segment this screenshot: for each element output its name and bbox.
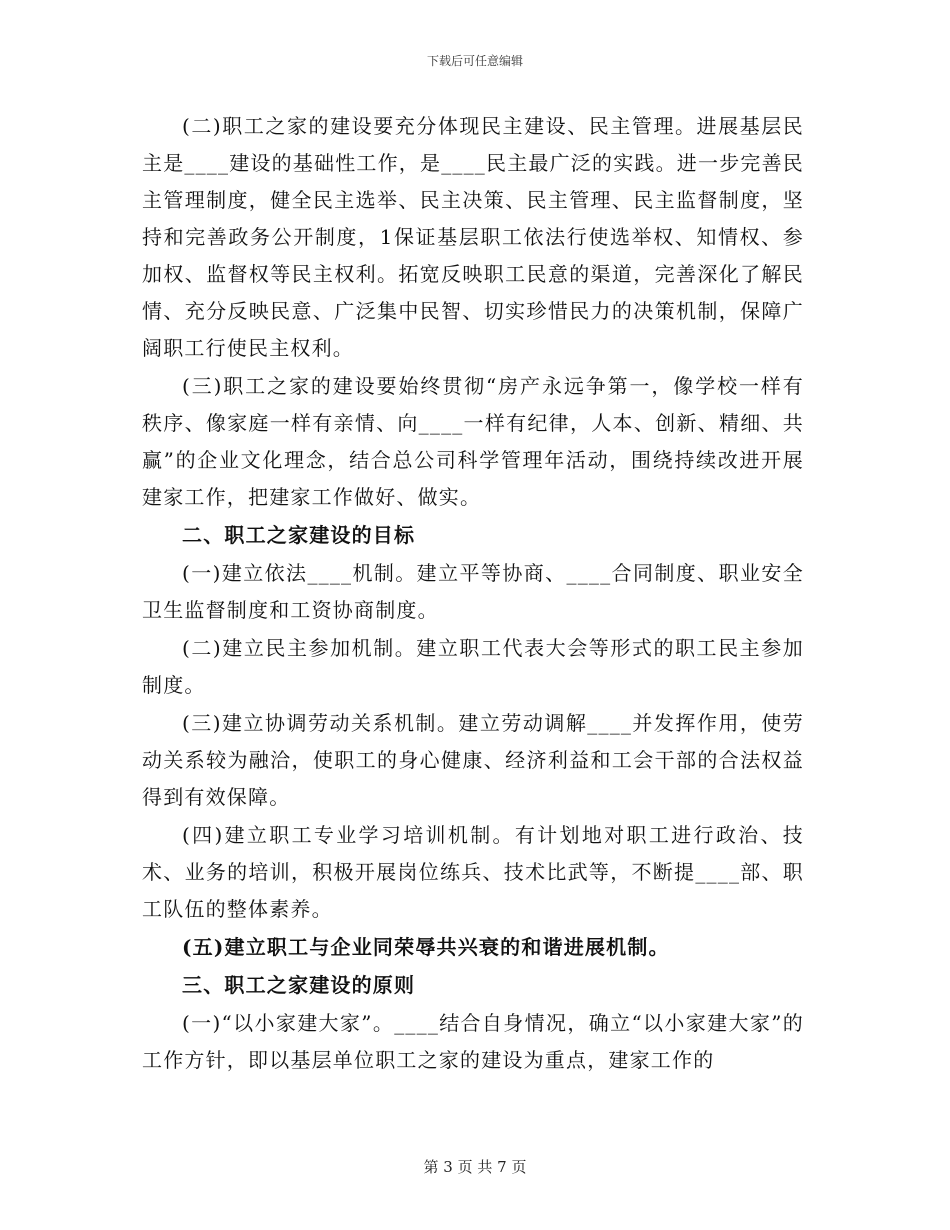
- paragraph-goal-4: (四)建立职工专业学习培训机制。有计划地对职工进行政治、技术、业务的培训，积极开展岗位练兵、技术比武等，不断提____部、职工队伍的整体素养。: [142, 823, 804, 921]
- section-heading-principles: 三、职工之家建设的原则: [182, 973, 416, 997]
- paragraph-goal-2: (二)建立民主参加机制。建立职工代表大会等形式的职工民主参加制度。: [142, 636, 804, 697]
- paragraph-principle-1: (一)“以小家建大家”。____结合自身情况，确立“以小家建大家”的工作方针，即以基层单位职工之家的建设为重点，建家工作的: [142, 1011, 804, 1072]
- paragraph-goal-1: (一)建立依法____机制。建立平等协商、____合同制度、职业安全卫生监督制度和工资协商制度。: [142, 561, 804, 622]
- paragraph-goal-5: (五)建立职工与企业同荣辱共兴衰的和谐进展机制。: [182, 935, 670, 959]
- paragraph-corporate-culture: (三)职工之家的建设要始终贯彻“房产永远争第一，像学校一样有秩序、像家庭一样有亲情、向____一样有纪律，人本、创新、精细、共赢”的企业文化理念，结合总公司科学管理年活动，围绕持续改进开展建家工作，把建家工作做好、做实。: [142, 374, 804, 509]
- section-heading-goals: 二、职工之家建设的目标: [182, 523, 416, 547]
- document-body: [142, 108, 804, 1080]
- paragraph-democratic-management: (二)职工之家的建设要充分体现民主建设、民主管理。进展基层民主是____建设的基础性工作，是____民主最广泛的实践。进一步完善民主管理制度，健全民主选举、民主决策、民主管理、民主监督制度，坚持和完善政务公开制度，1保证基层职工依法行使选举权、知情权、参加权、监督权等民主权利。拓宽反映职工民意的渠道，完善深化了解民情、充分反映民意、广泛集中民智、切实珍惜民力的决策机制，保障广阔职工行使民主权利。: [142, 114, 804, 360]
- paragraph-goal-3: (三)建立协调劳动关系机制。建立劳动调解____并发挥作用，使劳动关系较为融洽，使职工的身心健康、经济利益和工会干部的合法权益得到有效保障。: [142, 711, 804, 809]
- page-number: 第 3 页 共 7 页: [423, 1158, 527, 1176]
- page-header: 下载后可任意编辑: [426, 54, 523, 68]
